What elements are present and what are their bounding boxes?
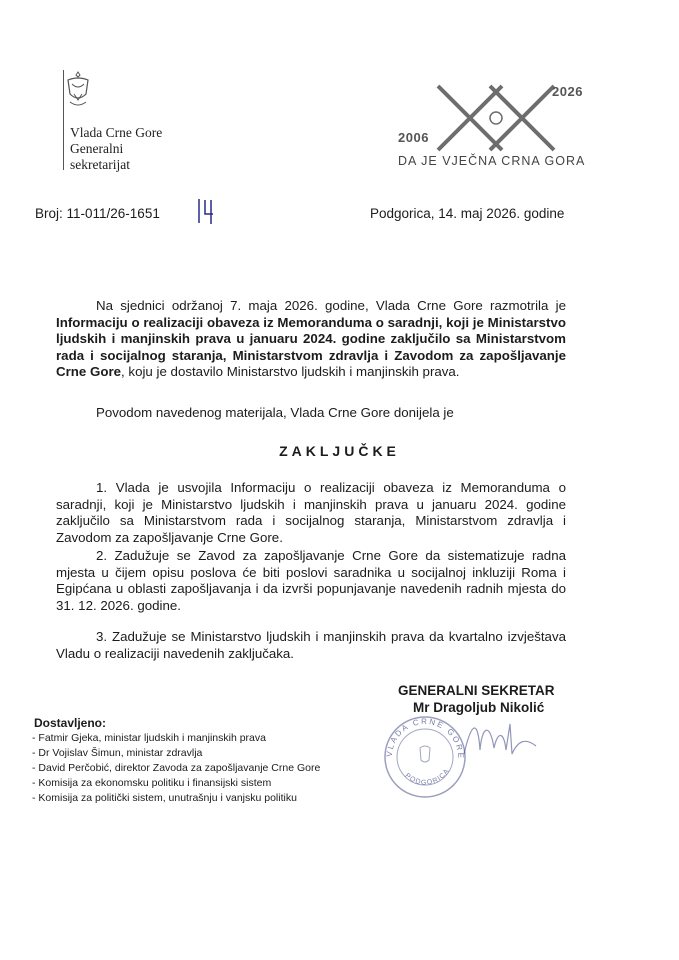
stamp-text: VLADA CRNE GORE — [384, 716, 466, 761]
intro-text-end: , koju je dostavilo Ministarstvo ljudskih i manjinskih prava. — [121, 364, 460, 379]
handwritten-number — [196, 196, 216, 226]
section-heading: ZAKLJUČKE — [279, 443, 400, 459]
institution-line: Vlada Crne Gore — [70, 125, 163, 140]
institution-name — [70, 125, 162, 173]
intro-paragraph-2: Povodom navedenog materijala, Vlada Crne Gore donijela je — [96, 405, 454, 420]
distribution-title: Dostavljeno: — [34, 716, 107, 730]
handwritten-signature — [460, 710, 540, 770]
signatory-name: Mr Dragoljub Nikolić — [413, 700, 545, 715]
distribution-list — [32, 731, 320, 806]
header-divider — [63, 70, 64, 170]
official-stamp — [380, 712, 470, 802]
conclusion-item: 3. Zadužuje se Ministarstvo ljudskih i manjinskih prava da kvartalno izvještava Vladu o realizaciji navedenih zaključaka. — [56, 629, 566, 661]
logo-year-start: 2006 — [398, 130, 429, 145]
document-date: Podgorica, 14. maj 2026. godine — [370, 206, 565, 221]
logo-year-end: 2026 — [552, 84, 583, 99]
institution-line: Generalni — [70, 141, 124, 156]
institution-line: sekretarijat — [70, 157, 130, 172]
logo-motto: DA JE VJEČNA CRNA GORA — [398, 154, 586, 168]
intro-paragraph — [56, 298, 566, 381]
conclusion-item: 2. Zadužuje se Zavod za zapošljavanje Crne Gore da sistematizuje radna mjesta u čijem opisu poslova će biti poslovi saradnika u socijalnoj inkluziji Roma i Egipćana u oblasti zapošljavanja i da izvrši popunjavanje navedenih radnih mjesta do 31. 12. 2026. godine. — [56, 548, 566, 613]
conclusion-item: 1. Vlada je usvojila Informaciju o realizaciji obaveza iz Memoranduma o saradnji, koji je Ministarstvo ljudskih i manjinskih prava u januaru 2024. godine zaključilo sa Ministarstvom rada i socijalnog staranja, Ministarstvom zdravlja i Zavodom za zapošljavanje Crne Gore. — [56, 480, 566, 545]
document-number: Broj: 11-011/26-1651 — [35, 206, 160, 221]
distribution-item: - David Perčobić, direktor Zavoda za zapošljavanje Crne Gore — [32, 762, 321, 774]
distribution-item: - Dr Vojislav Šimun, ministar zdravlja — [32, 747, 203, 759]
signatory-title: GENERALNI SEKRETAR — [398, 683, 555, 698]
distribution-item: - Fatmir Gjeka, ministar ljudskih i manjinskih prava — [32, 732, 266, 744]
distribution-item: - Komisija za politički sistem, unutrašnju i vanjsku politiku — [32, 792, 297, 804]
svg-text:PODGORICA — [404, 767, 452, 786]
stamp-city: PODGORICA — [403, 767, 452, 787]
distribution-item: - Komisija za ekonomsku politiku i finansijski sistem — [32, 777, 272, 789]
intro-bold-text: Informaciju o realizaciji obaveza iz Memoranduma o saradnji, koji je Ministarstvo ljudskih i manjinskih prava u januaru 2024. godine zaključilo sa Ministarstvom rada i socijalnog staranja, Ministarstvom zdravlja i Zavodom za zapošljavanje Crne Gore — [56, 314, 566, 379]
coat-of-arms-icon — [64, 70, 92, 114]
intro-text: Na sjednici održanoj 7. maja 2026. godine, Vlada Crne Gore razmotrila je — [96, 298, 566, 313]
